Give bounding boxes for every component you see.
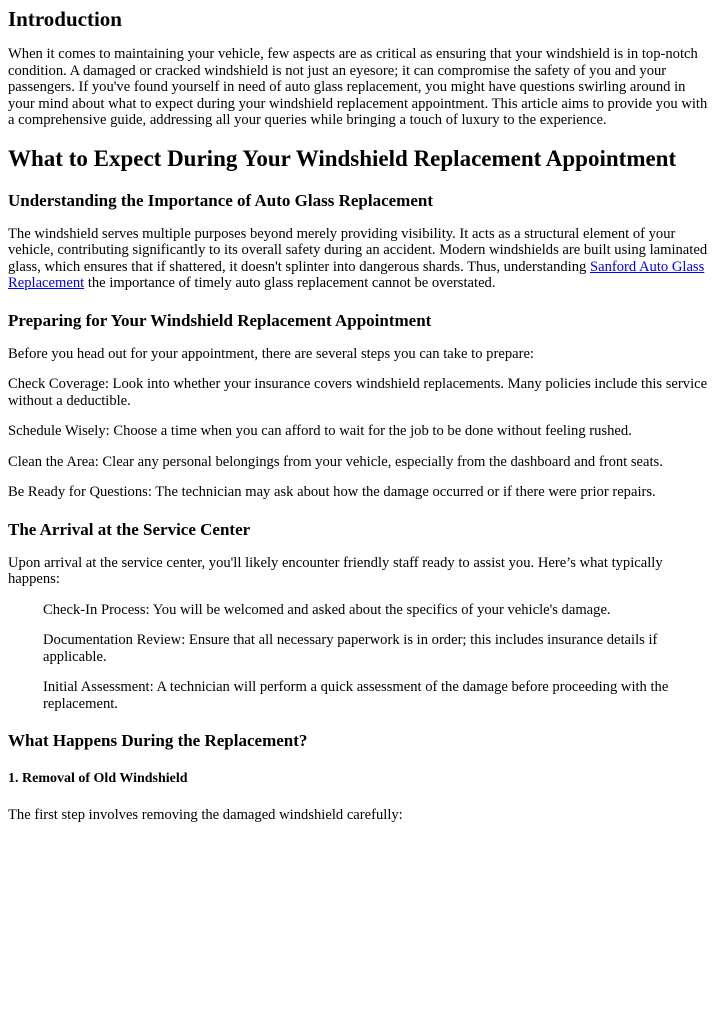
importance-paragraph xyxy=(8,226,712,292)
arrival-heading: The Arrival at the Service Center xyxy=(8,519,251,539)
importance-heading: Understanding the Importance of Auto Glass Replacement xyxy=(8,190,433,210)
preparing-item-check-coverage: Check Coverage: Look into whether your insurance covers windshield replacements. Many policies include this service without a deductible. xyxy=(8,376,708,409)
sanford-auto-glass-link[interactable]: Sanford Auto Glass Replacement xyxy=(8,258,705,291)
arrival-item-documentation: Documentation Review: Ensure that all necessary paperwork is in order; this includes insurance details if applicable. xyxy=(43,632,658,665)
preparing-heading: Preparing for Your Windshield Replacement Appointment xyxy=(8,310,432,330)
importance-text-after: the importance of timely auto glass replacement cannot be overstated. xyxy=(84,275,496,291)
step1-paragraph: The first step involves removing the damaged windshield carefully: xyxy=(8,807,403,823)
preparing-item-schedule-wisely: Schedule Wisely: Choose a time when you can afford to wait for the job to be done without feeling rushed. xyxy=(8,423,632,439)
arrival-intro: Upon arrival at the service center, you'll likely encounter friendly staff ready to assist you. Here’s what typically happens: xyxy=(8,554,663,587)
step1-heading: 1. Removal of Old Windshield xyxy=(8,771,188,786)
replacement-heading: What Happens During the Replacement? xyxy=(8,731,308,750)
intro-paragraph: When it comes to maintaining your vehicle, few aspects are as critical as ensuring that your windshield is in top-notch condition. A damaged or cracked windshield is not just an eyesore; it can compromise the safety of you and your passengers. If you've found yourself in need of auto glass replacement, you might have questions swirling around in your mind about what to expect during your windshield replacement appointment. This article aims to provide you with a comprehensive guide, addressing all your queries while bringing a touch of luxury to the experience. xyxy=(8,46,708,128)
importance-text-before: The windshield serves multiple purposes beyond merely providing visibility. It acts as a structural element of your vehicle, contributing significantly to its overall safety during an accident. Modern windshields are built using laminated glass, which ensures that if shattered, it doesn't splinter into dangerous shards. Thus, understanding xyxy=(8,225,708,275)
arrival-list xyxy=(8,602,712,713)
preparing-intro: Before you head out for your appointment, there are several steps you can take to prepare: xyxy=(8,345,534,362)
arrival-item-assessment: Initial Assessment: A technician will perform a quick assessment of the damage before proceeding with the replacement. xyxy=(43,679,669,712)
page-title: What to Expect During Your Windshield Replacement Appointment xyxy=(8,145,677,171)
preparing-item-be-ready: Be Ready for Questions: The technician may ask about how the damage occurred or if there were prior repairs. xyxy=(8,484,656,500)
arrival-item-check-in: Check-In Process: You will be welcomed and asked about the specifics of your vehicle's damage. xyxy=(43,601,611,618)
intro-heading: Introduction xyxy=(8,7,122,31)
article xyxy=(0,7,720,824)
preparing-item-clean-area: Clean the Area: Clear any personal belongings from your vehicle, especially from the dashboard and front seats. xyxy=(8,453,663,470)
